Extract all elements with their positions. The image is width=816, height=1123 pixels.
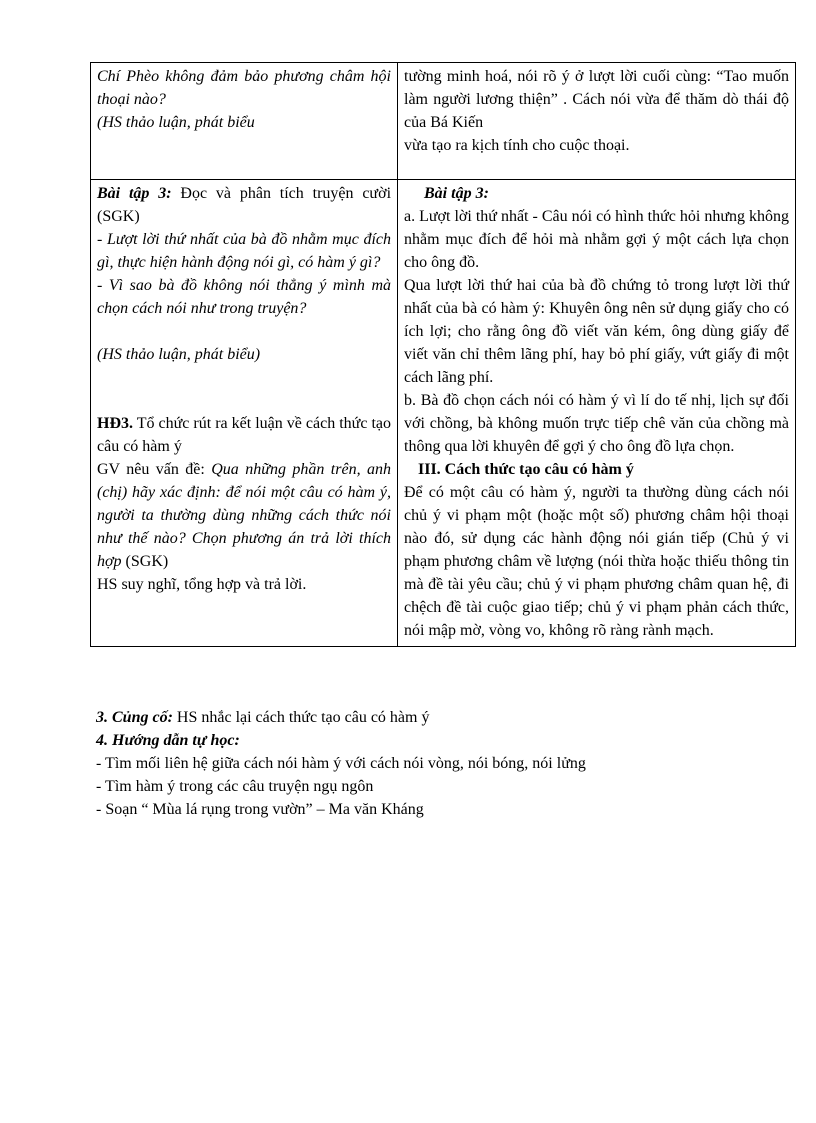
consolidation-label: 3. Củng cố: <box>96 709 173 726</box>
self-study-heading: 4. Hướng dẫn tự học: <box>96 732 240 749</box>
list-item: - Tìm hàm ý trong các câu truyện ngụ ngôn <box>96 778 374 795</box>
teacher-prompt-suffix: (SGK) <box>121 553 169 570</box>
answer-text: tường minh hoá, nói rõ ý ở lượt lời cuối cùng: “Tao muốn làm người lương thiện” . Cách nói vừa để thăm dò thái độ của Bá Kiến <box>404 68 789 131</box>
teacher-prompt-question: Qua những phần trên, anh (chị) hãy xác định: để nói một câu có hàm ý, người ta thường dùng những cách thức nói như thế nào? Chọn phương án trả lời thích hợp <box>97 461 391 570</box>
activity-label: HĐ3. <box>97 415 133 432</box>
exercise-question-2: - Vì sao bà đồ không nói thẳng ý mình mà chọn cách nói như trong truyện? <box>97 277 391 317</box>
lesson-table <box>90 62 796 647</box>
activity-title: Tổ chức rút ra kết luận về cách thức tạo câu có hàm ý <box>97 415 391 455</box>
lesson-footer <box>96 706 796 821</box>
consolidation-line <box>96 706 796 729</box>
table-row <box>91 63 796 180</box>
discussion-note: (HS thảo luận, phát biểu) <box>97 346 261 363</box>
answer-b: b. Bà đồ chọn cách nói có hàm ý vì lí do tế nhị, lịch sự đối với chồng, bà không muốn trực tiếp chê văn của chồng mà thông qua lời khuyên để gợi ý cho ông đồ lựa chọn. <box>404 392 789 455</box>
exercise-title: Bài tập 3: <box>97 185 172 202</box>
answer-a: a. Lượt lời thứ nhất - Câu nói có hình thức hỏi nhưng không nhằm mục đích để hỏi mà nhằm gợi ý một cách lựa chọn cho ông đồ. <box>404 208 789 271</box>
exercise-heading <box>97 182 391 228</box>
content-cell <box>398 63 796 180</box>
activity-heading <box>97 412 391 458</box>
list-item: - Tìm mối liên hệ giữa cách nói hàm ý với cách nói vòng, nói bóng, nói lửng <box>96 755 586 772</box>
answer-explanation: Qua lượt lời thứ hai của bà đồ chứng tỏ trong lượt lời thứ nhất của bà có hàm ý: Khuyên ông nên sử dụng giấy cho có ích lợi; cho rằng ông đồ viết văn kém, ông dùng giấy để viết văn chỉ thêm lãng phí, hay bỏ phí giấy, vứt giấy đi một cách lãng phí. <box>404 277 789 386</box>
content-cell <box>398 180 796 647</box>
list-item: - Soạn “ Mùa lá rụng trong vườn” – Ma văn Kháng <box>96 801 424 818</box>
activity-cell <box>91 63 398 180</box>
answer-text-continued: vừa tạo ra kịch tính cho cuộc thoại. <box>404 137 630 154</box>
table-row <box>91 180 796 647</box>
exercise-title-rest: Đọc và phân tích truyện cười (SGK) <box>97 185 392 225</box>
teacher-prompt <box>97 458 391 573</box>
exercise-title: Bài tập 3: <box>424 185 489 202</box>
activity-cell <box>91 180 398 647</box>
section-heading: III. Cách thức tạo câu có hàm ý <box>418 461 634 478</box>
exercise-question-1: - Lượt lời thứ nhất của bà đồ nhằm mục đích gì, thực hiện hành động nói gì, có hàm ý gì? <box>97 231 391 271</box>
consolidation-text: HS nhắc lại cách thức tạo câu có hàm ý <box>172 709 430 726</box>
teacher-prompt-prefix: GV nêu vấn đề: <box>97 461 212 478</box>
section-text: Để có một câu có hàm ý, người ta thường dùng cách nói chủ ý vi phạm một (hoặc một số) phương châm hội thoại nào đó, sử dụng các hành động nói gián tiếp (Chủ ý vi phạm phương châm về lượng (nói thừa hoặc thiếu thông tin mà đề tài yêu cầu; chủ ý vi phạm phương châm quan hệ, đi chệch đề tài cuộc giao tiếp; chủ ý vi phạm phản cách thức, nói mập mờ, vòng vo, không rõ ràng rành mạch. <box>404 484 789 639</box>
discussion-note: (HS thảo luận, phát biểu <box>97 114 255 131</box>
question-text: Chí Phèo không đảm bảo phương châm hội thoại nào? <box>97 68 391 108</box>
student-task: HS suy nghĩ, tổng hợp và trả lời. <box>97 576 307 593</box>
